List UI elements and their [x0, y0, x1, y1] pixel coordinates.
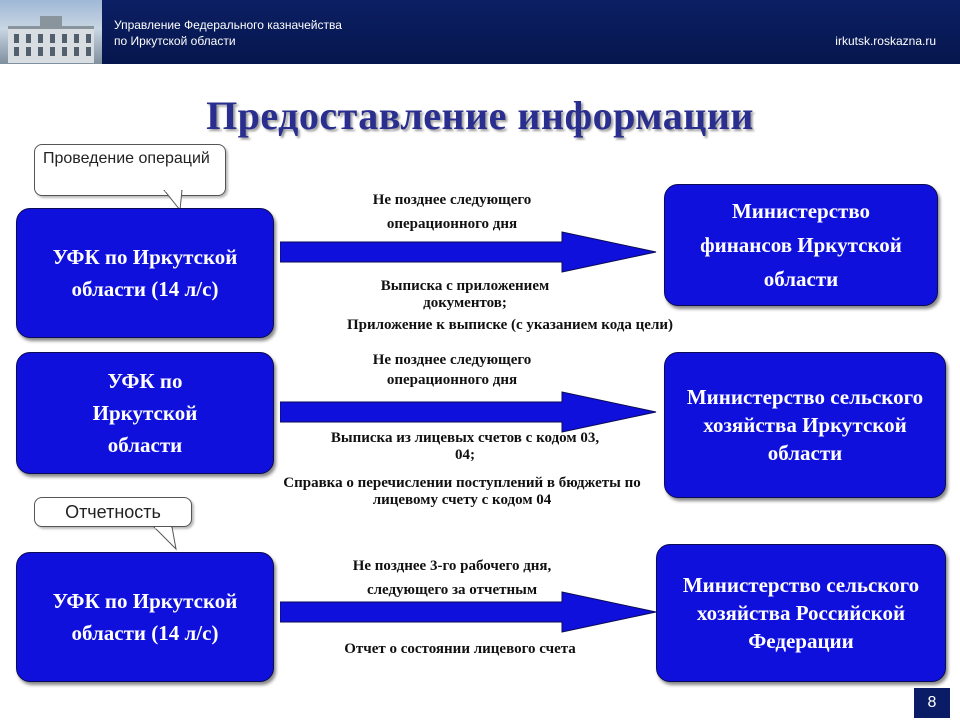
callout-reporting-tail: [150, 527, 190, 551]
org-line-2: по Иркутской области: [114, 34, 236, 48]
source-box-1-text: УФК по Иркутской области (14 л/с): [52, 245, 238, 301]
callout-reporting: [34, 497, 192, 527]
building-photo: [0, 0, 102, 64]
target-box-1-text: Министерство финансов Иркутской области: [700, 199, 902, 291]
site-link[interactable]: irkutsk.roskazna.ru: [835, 34, 936, 48]
arrow-2: [280, 390, 660, 434]
label-bottom-2a: Выписка из лицевых счетов с кодом 03, 04;: [330, 430, 600, 463]
callout-operations: [34, 144, 226, 196]
label-top-3: Не позднее 3-го рабочего дня, следующего за отчетным: [352, 558, 552, 598]
target-box-2-text: Министерство сельского хозяйства Иркутской области: [686, 385, 924, 465]
header-bar: [0, 0, 960, 64]
source-box-2-text: УФК по Иркутской области: [92, 369, 198, 457]
source-box-3: [16, 552, 274, 682]
org-name: [114, 17, 342, 49]
target-box-2: [664, 352, 946, 498]
callout-operations-text: Проведение операций: [43, 150, 210, 167]
page-number: 8: [914, 688, 950, 718]
label-bottom-3: Отчет о состоянии лицевого счета: [344, 641, 576, 657]
label-bottom-1b: Приложение к выписке (с указанием кода цели): [346, 317, 673, 333]
target-box-3-text: Министерство сельского хозяйства Российской Федерации: [682, 573, 920, 653]
target-box-3: [656, 544, 946, 682]
source-box-1: [16, 208, 274, 338]
callout-reporting-text: Отчетность: [65, 502, 161, 522]
org-line-1: Управление Федерального казначейства: [114, 18, 342, 32]
arrow-1: [280, 230, 660, 274]
source-box-3-text: УФК по Иркутской области (14 л/с): [52, 589, 238, 645]
label-top-1: Не позднее следующего операционного дня: [372, 192, 532, 232]
label-bottom-1a: Выписка с приложением документов;: [380, 278, 550, 311]
label-top-2: Не позднее следующего операционного дня: [372, 352, 532, 388]
source-box-2: [16, 352, 274, 474]
page-title: Предоставление информации: [206, 93, 754, 138]
label-bottom-2b: Справка о перечислении поступлений в бюджеты по лицевому счету с кодом 04: [283, 475, 641, 508]
target-box-1: [664, 184, 938, 306]
